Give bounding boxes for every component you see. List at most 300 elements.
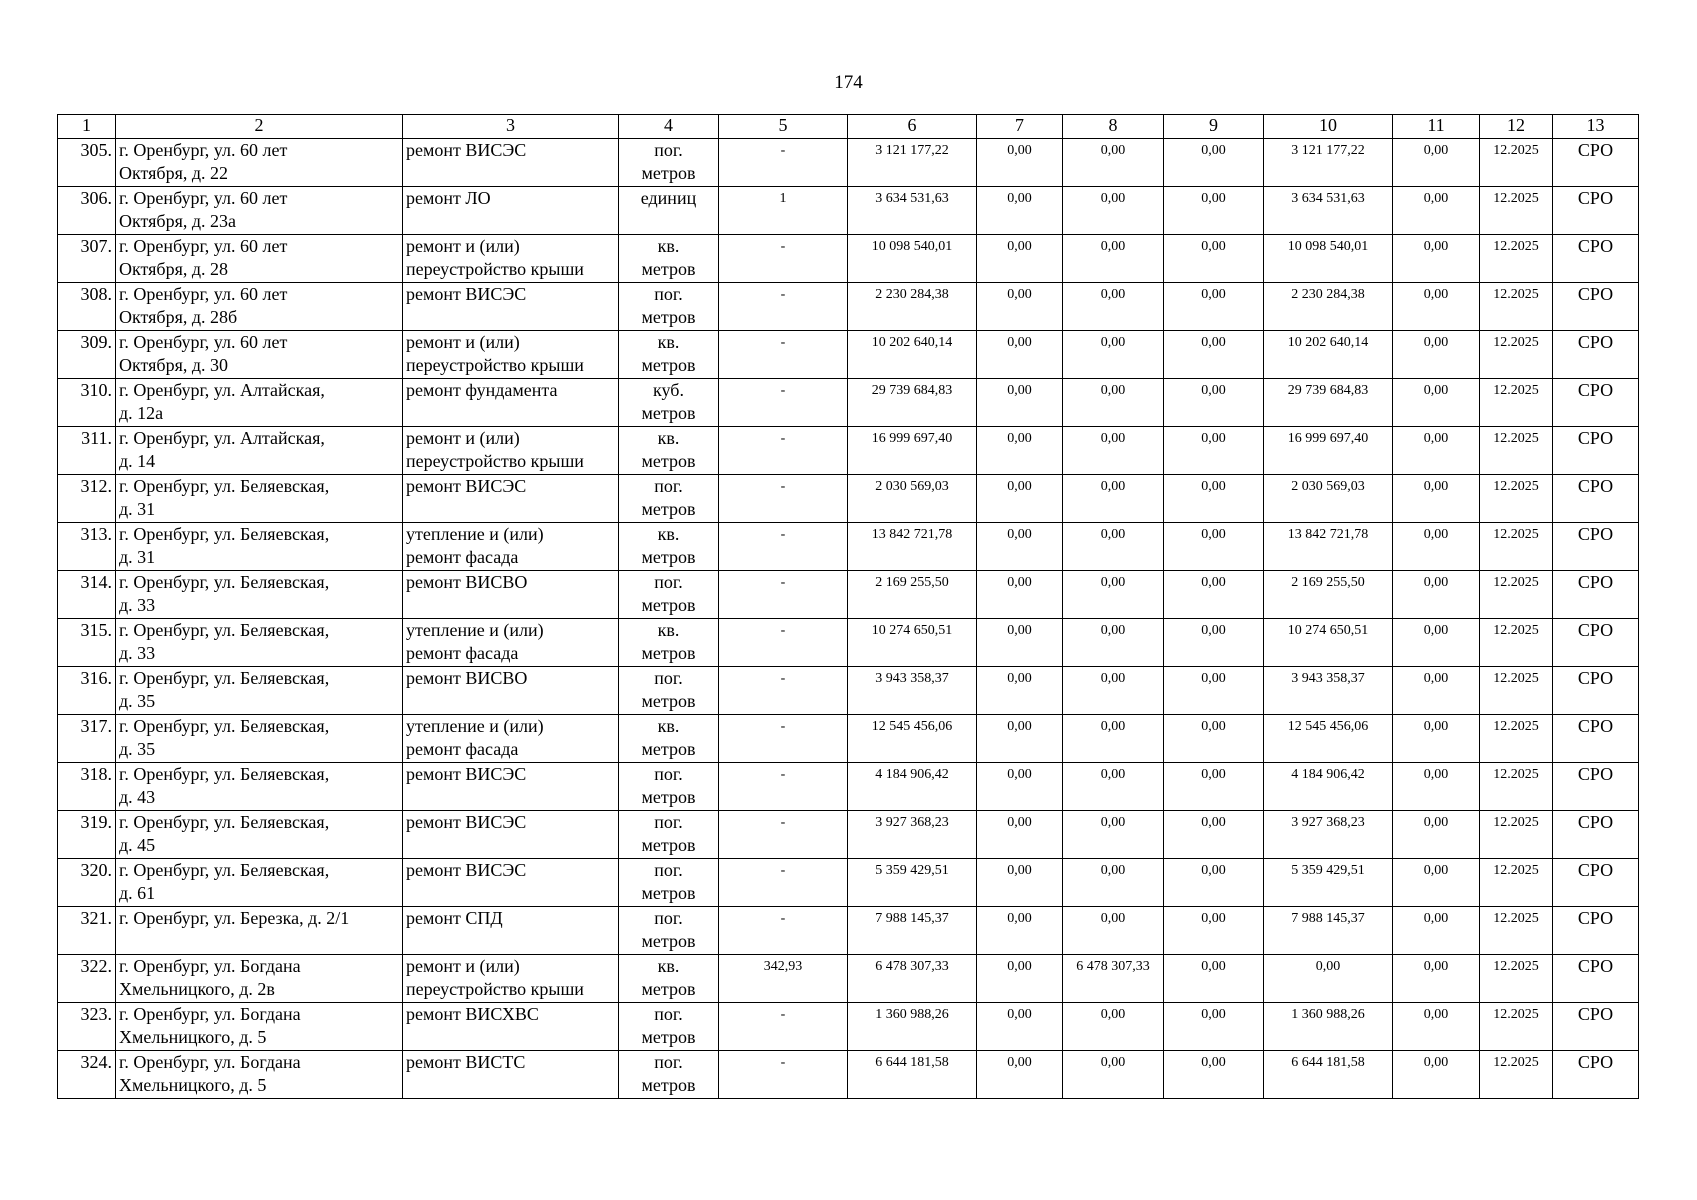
work-type-cell-line: ремонт ВИСЭС	[406, 140, 527, 160]
address-cell-line: г. Оренбург, ул. Беляевская,	[119, 764, 330, 784]
unit-cell	[619, 667, 719, 715]
row-number: 312.	[58, 475, 116, 523]
work-type-cell-line: переустройство крыши	[406, 355, 584, 375]
address-cell-line: Октября, д. 22	[119, 163, 229, 183]
col8-cell: 0,00	[1063, 907, 1164, 955]
unit-cell-line: метров	[641, 163, 696, 183]
table-row	[58, 619, 1639, 667]
address-cell-line: д. 31	[119, 547, 156, 567]
quantity-cell: 1	[719, 187, 848, 235]
total-cost-cell: 7 988 145,37	[848, 907, 977, 955]
col10-cell: 3 943 358,37	[1264, 667, 1393, 715]
col10-cell: 3 121 177,22	[1264, 139, 1393, 187]
address-cell-line: г. Оренбург, ул. 60 лет	[119, 236, 288, 256]
row-number: 318.	[58, 763, 116, 811]
address-cell	[116, 427, 403, 475]
unit-cell	[619, 907, 719, 955]
unit-cell	[619, 139, 719, 187]
address-cell-line: г. Оренбург, ул. 60 лет	[119, 188, 288, 208]
col9-cell: 0,00	[1164, 1051, 1264, 1099]
work-type-cell-line: утепление и (или)	[406, 620, 544, 640]
organization-cell: СРО	[1553, 379, 1639, 427]
col9-cell: 0,00	[1164, 907, 1264, 955]
unit-cell-line: пог.	[654, 1004, 683, 1024]
organization-cell: СРО	[1553, 475, 1639, 523]
unit-cell-line: метров	[641, 595, 696, 615]
quantity-cell: -	[719, 571, 848, 619]
unit-cell-line: пог.	[654, 812, 683, 832]
table-row	[58, 379, 1639, 427]
unit-cell	[619, 187, 719, 235]
col10-cell: 6 644 181,58	[1264, 1051, 1393, 1099]
total-cost-cell: 2 230 284,38	[848, 283, 977, 331]
col10-cell: 29 739 684,83	[1264, 379, 1393, 427]
total-cost-cell: 29 739 684,83	[848, 379, 977, 427]
row-number: 314.	[58, 571, 116, 619]
table-row	[58, 523, 1639, 571]
table-row	[58, 187, 1639, 235]
work-type-cell	[403, 1003, 619, 1051]
address-cell-line: Октября, д. 23а	[119, 211, 236, 231]
col10-cell: 10 274 650,51	[1264, 619, 1393, 667]
table-row	[58, 907, 1639, 955]
col7-cell: 0,00	[977, 283, 1063, 331]
unit-cell-line: метров	[641, 979, 696, 999]
completion-date-cell: 12.2025	[1480, 811, 1553, 859]
address-cell	[116, 955, 403, 1003]
address-cell-line: д. 35	[119, 691, 156, 711]
address-cell	[116, 907, 403, 955]
column-header: 10	[1264, 115, 1393, 139]
organization-cell: СРО	[1553, 571, 1639, 619]
col8-cell: 0,00	[1063, 1051, 1164, 1099]
work-type-cell-line: переустройство крыши	[406, 259, 584, 279]
unit-cell-line: пог.	[654, 140, 683, 160]
organization-cell: СРО	[1553, 187, 1639, 235]
col9-cell: 0,00	[1164, 763, 1264, 811]
column-header: 5	[719, 115, 848, 139]
col7-cell: 0,00	[977, 811, 1063, 859]
organization-cell: СРО	[1553, 427, 1639, 475]
total-cost-cell: 10 202 640,14	[848, 331, 977, 379]
work-type-cell	[403, 667, 619, 715]
quantity-cell: -	[719, 907, 848, 955]
address-cell	[116, 811, 403, 859]
work-type-cell	[403, 763, 619, 811]
col7-cell: 0,00	[977, 571, 1063, 619]
total-cost-cell: 13 842 721,78	[848, 523, 977, 571]
unit-cell-line: метров	[641, 451, 696, 471]
unit-cell-line: пог.	[654, 668, 683, 688]
col11-cell: 0,00	[1393, 475, 1480, 523]
completion-date-cell: 12.2025	[1480, 139, 1553, 187]
address-cell-line: г. Оренбург, ул. 60 лет	[119, 284, 288, 304]
work-type-cell-line: ремонт фасада	[406, 643, 519, 663]
work-type-cell-line: ремонт и (или)	[406, 428, 520, 448]
completion-date-cell: 12.2025	[1480, 1051, 1553, 1099]
completion-date-cell: 12.2025	[1480, 331, 1553, 379]
unit-cell	[619, 283, 719, 331]
address-cell	[116, 523, 403, 571]
column-header: 4	[619, 115, 719, 139]
col8-cell: 6 478 307,33	[1063, 955, 1164, 1003]
col8-cell: 0,00	[1063, 379, 1164, 427]
organization-cell: СРО	[1553, 859, 1639, 907]
address-cell-line: д. 33	[119, 643, 156, 663]
quantity-cell: -	[719, 139, 848, 187]
unit-cell-line: метров	[641, 931, 696, 951]
row-number: 315.	[58, 619, 116, 667]
unit-cell-line: кв.	[657, 524, 680, 544]
address-cell-line: д. 61	[119, 883, 156, 903]
col11-cell: 0,00	[1393, 811, 1480, 859]
col11-cell: 0,00	[1393, 283, 1480, 331]
unit-cell	[619, 715, 719, 763]
total-cost-cell: 16 999 697,40	[848, 427, 977, 475]
col8-cell: 0,00	[1063, 667, 1164, 715]
col8-cell: 0,00	[1063, 1003, 1164, 1051]
row-number: 307.	[58, 235, 116, 283]
unit-cell	[619, 235, 719, 283]
col11-cell: 0,00	[1393, 427, 1480, 475]
completion-date-cell: 12.2025	[1480, 955, 1553, 1003]
organization-cell: СРО	[1553, 667, 1639, 715]
unit-cell-line: кв.	[657, 428, 680, 448]
work-type-cell-line: ремонт ВИСХВС	[406, 1004, 539, 1024]
address-cell-line: г. Оренбург, ул. Алтайская,	[119, 428, 325, 448]
table-body	[58, 139, 1639, 1099]
address-cell-line: Хмельницкого, д. 5	[119, 1027, 267, 1047]
row-number: 316.	[58, 667, 116, 715]
col9-cell: 0,00	[1164, 715, 1264, 763]
work-type-cell	[403, 955, 619, 1003]
col11-cell: 0,00	[1393, 907, 1480, 955]
quantity-cell: -	[719, 763, 848, 811]
table-row	[58, 667, 1639, 715]
col7-cell: 0,00	[977, 763, 1063, 811]
completion-date-cell: 12.2025	[1480, 667, 1553, 715]
col11-cell: 0,00	[1393, 235, 1480, 283]
organization-cell: СРО	[1553, 907, 1639, 955]
work-type-cell-line: ремонт ВИСЭС	[406, 764, 527, 784]
col9-cell: 0,00	[1164, 331, 1264, 379]
completion-date-cell: 12.2025	[1480, 859, 1553, 907]
unit-cell-line: пог.	[654, 764, 683, 784]
quantity-cell: 342,93	[719, 955, 848, 1003]
col7-cell: 0,00	[977, 907, 1063, 955]
completion-date-cell: 12.2025	[1480, 379, 1553, 427]
work-type-cell	[403, 715, 619, 763]
row-number: 309.	[58, 331, 116, 379]
table-row	[58, 955, 1639, 1003]
work-type-cell-line: переустройство крыши	[406, 451, 584, 471]
unit-cell-line: метров	[641, 1027, 696, 1047]
completion-date-cell: 12.2025	[1480, 715, 1553, 763]
quantity-cell: -	[719, 1003, 848, 1051]
unit-cell-line: пог.	[654, 908, 683, 928]
organization-cell: СРО	[1553, 811, 1639, 859]
unit-cell	[619, 1051, 719, 1099]
unit-cell	[619, 811, 719, 859]
col11-cell: 0,00	[1393, 571, 1480, 619]
quantity-cell: -	[719, 1051, 848, 1099]
row-number: 320.	[58, 859, 116, 907]
quantity-cell: -	[719, 475, 848, 523]
col7-cell: 0,00	[977, 427, 1063, 475]
total-cost-cell: 3 927 368,23	[848, 811, 977, 859]
quantity-cell: -	[719, 715, 848, 763]
address-cell	[116, 1051, 403, 1099]
organization-cell: СРО	[1553, 619, 1639, 667]
address-cell-line: г. Оренбург, ул. Алтайская,	[119, 380, 325, 400]
col8-cell: 0,00	[1063, 283, 1164, 331]
work-type-cell-line: ремонт фасада	[406, 739, 519, 759]
row-number: 308.	[58, 283, 116, 331]
completion-date-cell: 12.2025	[1480, 619, 1553, 667]
work-type-cell-line: ремонт СПД	[406, 908, 503, 928]
work-type-cell-line: ремонт ВИСЭС	[406, 812, 527, 832]
unit-cell-line: метров	[641, 499, 696, 519]
work-type-cell-line: ремонт и (или)	[406, 236, 520, 256]
col10-cell: 0,00	[1264, 955, 1393, 1003]
col8-cell: 0,00	[1063, 523, 1164, 571]
address-cell-line: д. 35	[119, 739, 156, 759]
col8-cell: 0,00	[1063, 859, 1164, 907]
col8-cell: 0,00	[1063, 475, 1164, 523]
col7-cell: 0,00	[977, 475, 1063, 523]
address-cell-line: г. Оренбург, ул. Беляевская,	[119, 668, 330, 688]
col9-cell: 0,00	[1164, 475, 1264, 523]
address-cell-line: Хмельницкого, д. 2в	[119, 979, 275, 999]
address-cell-line: г. Оренбург, ул. 60 лет	[119, 332, 288, 352]
col10-cell: 13 842 721,78	[1264, 523, 1393, 571]
quantity-cell: -	[719, 331, 848, 379]
work-type-cell-line: ремонт и (или)	[406, 956, 520, 976]
col9-cell: 0,00	[1164, 283, 1264, 331]
address-cell-line: Хмельницкого, д. 5	[119, 1075, 267, 1095]
col11-cell: 0,00	[1393, 955, 1480, 1003]
table-row	[58, 811, 1639, 859]
col8-cell: 0,00	[1063, 811, 1164, 859]
work-type-cell	[403, 427, 619, 475]
address-cell-line: г. Оренбург, ул. Богдана	[119, 1004, 301, 1024]
col7-cell: 0,00	[977, 331, 1063, 379]
col8-cell: 0,00	[1063, 619, 1164, 667]
organization-cell: СРО	[1553, 139, 1639, 187]
col10-cell: 7 988 145,37	[1264, 907, 1393, 955]
address-cell	[116, 187, 403, 235]
work-type-cell	[403, 379, 619, 427]
total-cost-cell: 4 184 906,42	[848, 763, 977, 811]
address-cell-line: г. Оренбург, ул. 60 лет	[119, 140, 288, 160]
unit-cell-line: метров	[641, 355, 696, 375]
address-cell-line: д. 14	[119, 451, 156, 471]
col9-cell: 0,00	[1164, 235, 1264, 283]
organization-cell: СРО	[1553, 955, 1639, 1003]
unit-cell	[619, 1003, 719, 1051]
total-cost-cell: 10 098 540,01	[848, 235, 977, 283]
column-header: 1	[58, 115, 116, 139]
work-type-cell	[403, 139, 619, 187]
work-type-cell-line: ремонт ВИСТС	[406, 1052, 526, 1072]
organization-cell: СРО	[1553, 235, 1639, 283]
work-type-cell	[403, 1051, 619, 1099]
col11-cell: 0,00	[1393, 763, 1480, 811]
quantity-cell: -	[719, 619, 848, 667]
work-type-cell-line: утепление и (или)	[406, 716, 544, 736]
column-number-row	[58, 115, 1639, 139]
col10-cell: 3 634 531,63	[1264, 187, 1393, 235]
table-row	[58, 1003, 1639, 1051]
col9-cell: 0,00	[1164, 1003, 1264, 1051]
address-cell-line: г. Оренбург, ул. Березка, д. 2/1	[119, 908, 350, 928]
row-number: 313.	[58, 523, 116, 571]
unit-cell-line: метров	[641, 547, 696, 567]
unit-cell	[619, 619, 719, 667]
col9-cell: 0,00	[1164, 523, 1264, 571]
total-cost-cell: 1 360 988,26	[848, 1003, 977, 1051]
work-type-cell	[403, 907, 619, 955]
organization-cell: СРО	[1553, 1051, 1639, 1099]
column-header: 8	[1063, 115, 1164, 139]
total-cost-cell: 2 169 255,50	[848, 571, 977, 619]
table-row	[58, 283, 1639, 331]
unit-cell-line: метров	[641, 403, 696, 423]
unit-cell	[619, 859, 719, 907]
work-type-cell-line: ремонт и (или)	[406, 332, 520, 352]
row-number: 317.	[58, 715, 116, 763]
col10-cell: 10 098 540,01	[1264, 235, 1393, 283]
col10-cell: 2 169 255,50	[1264, 571, 1393, 619]
col11-cell: 0,00	[1393, 331, 1480, 379]
total-cost-cell: 3 121 177,22	[848, 139, 977, 187]
table-row	[58, 1051, 1639, 1099]
col10-cell: 2 030 569,03	[1264, 475, 1393, 523]
col7-cell: 0,00	[977, 235, 1063, 283]
table-row	[58, 859, 1639, 907]
unit-cell-line: единиц	[640, 188, 697, 208]
organization-cell: СРО	[1553, 763, 1639, 811]
unit-cell-line: метров	[641, 259, 696, 279]
work-type-cell	[403, 283, 619, 331]
address-cell-line: г. Оренбург, ул. Беляевская,	[119, 476, 330, 496]
col11-cell: 0,00	[1393, 859, 1480, 907]
address-cell	[116, 283, 403, 331]
address-cell	[116, 475, 403, 523]
unit-cell-line: метров	[641, 643, 696, 663]
col9-cell: 0,00	[1164, 139, 1264, 187]
total-cost-cell: 6 478 307,33	[848, 955, 977, 1003]
col11-cell: 0,00	[1393, 667, 1480, 715]
col8-cell: 0,00	[1063, 763, 1164, 811]
col11-cell: 0,00	[1393, 187, 1480, 235]
address-cell	[116, 139, 403, 187]
table-row	[58, 427, 1639, 475]
unit-cell-line: метров	[641, 835, 696, 855]
page-number: 174	[834, 72, 863, 93]
address-cell-line: Октября, д. 28б	[119, 307, 238, 327]
quantity-cell: -	[719, 523, 848, 571]
work-type-cell-line: переустройство крыши	[406, 979, 584, 999]
table-row	[58, 235, 1639, 283]
row-number: 324.	[58, 1051, 116, 1099]
col11-cell: 0,00	[1393, 523, 1480, 571]
unit-cell	[619, 571, 719, 619]
unit-cell	[619, 331, 719, 379]
completion-date-cell: 12.2025	[1480, 283, 1553, 331]
unit-cell-line: метров	[641, 691, 696, 711]
col10-cell: 4 184 906,42	[1264, 763, 1393, 811]
unit-cell	[619, 475, 719, 523]
column-header: 7	[977, 115, 1063, 139]
table-row	[58, 571, 1639, 619]
col7-cell: 0,00	[977, 1003, 1063, 1051]
total-cost-cell: 6 644 181,58	[848, 1051, 977, 1099]
col10-cell: 1 360 988,26	[1264, 1003, 1393, 1051]
address-cell-line: г. Оренбург, ул. Беляевская,	[119, 860, 330, 880]
completion-date-cell: 12.2025	[1480, 907, 1553, 955]
work-type-cell-line: ремонт ВИСЭС	[406, 284, 527, 304]
address-cell	[116, 619, 403, 667]
address-cell	[116, 331, 403, 379]
unit-cell-line: кв.	[657, 956, 680, 976]
total-cost-cell: 2 030 569,03	[848, 475, 977, 523]
row-number: 306.	[58, 187, 116, 235]
work-type-cell	[403, 235, 619, 283]
row-number: 310.	[58, 379, 116, 427]
column-header: 3	[403, 115, 619, 139]
column-header: 2	[116, 115, 403, 139]
completion-date-cell: 12.2025	[1480, 571, 1553, 619]
column-header: 13	[1553, 115, 1639, 139]
col10-cell: 2 230 284,38	[1264, 283, 1393, 331]
col8-cell: 0,00	[1063, 331, 1164, 379]
unit-cell-line: пог.	[654, 284, 683, 304]
col10-cell: 5 359 429,51	[1264, 859, 1393, 907]
address-cell	[116, 235, 403, 283]
unit-cell-line: пог.	[654, 572, 683, 592]
row-number: 311.	[58, 427, 116, 475]
work-type-cell-line: ремонт фундамента	[406, 380, 558, 400]
work-type-cell-line: утепление и (или)	[406, 524, 544, 544]
row-number: 319.	[58, 811, 116, 859]
col8-cell: 0,00	[1063, 427, 1164, 475]
completion-date-cell: 12.2025	[1480, 763, 1553, 811]
col7-cell: 0,00	[977, 715, 1063, 763]
address-cell-line: д. 31	[119, 499, 156, 519]
unit-cell	[619, 379, 719, 427]
total-cost-cell: 5 359 429,51	[848, 859, 977, 907]
work-type-cell	[403, 571, 619, 619]
col11-cell: 0,00	[1393, 1003, 1480, 1051]
column-header: 6	[848, 115, 977, 139]
work-type-cell	[403, 523, 619, 571]
col11-cell: 0,00	[1393, 139, 1480, 187]
address-cell-line: г. Оренбург, ул. Богдана	[119, 956, 301, 976]
unit-cell-line: кв.	[657, 236, 680, 256]
col7-cell: 0,00	[977, 955, 1063, 1003]
unit-cell-line: метров	[641, 307, 696, 327]
address-cell-line: д. 33	[119, 595, 156, 615]
column-header: 12	[1480, 115, 1553, 139]
unit-cell	[619, 955, 719, 1003]
address-cell-line: г. Оренбург, ул. Беляевская,	[119, 812, 330, 832]
organization-cell: СРО	[1553, 331, 1639, 379]
col7-cell: 0,00	[977, 523, 1063, 571]
unit-cell	[619, 763, 719, 811]
completion-date-cell: 12.2025	[1480, 235, 1553, 283]
unit-cell-line: метров	[641, 1075, 696, 1095]
